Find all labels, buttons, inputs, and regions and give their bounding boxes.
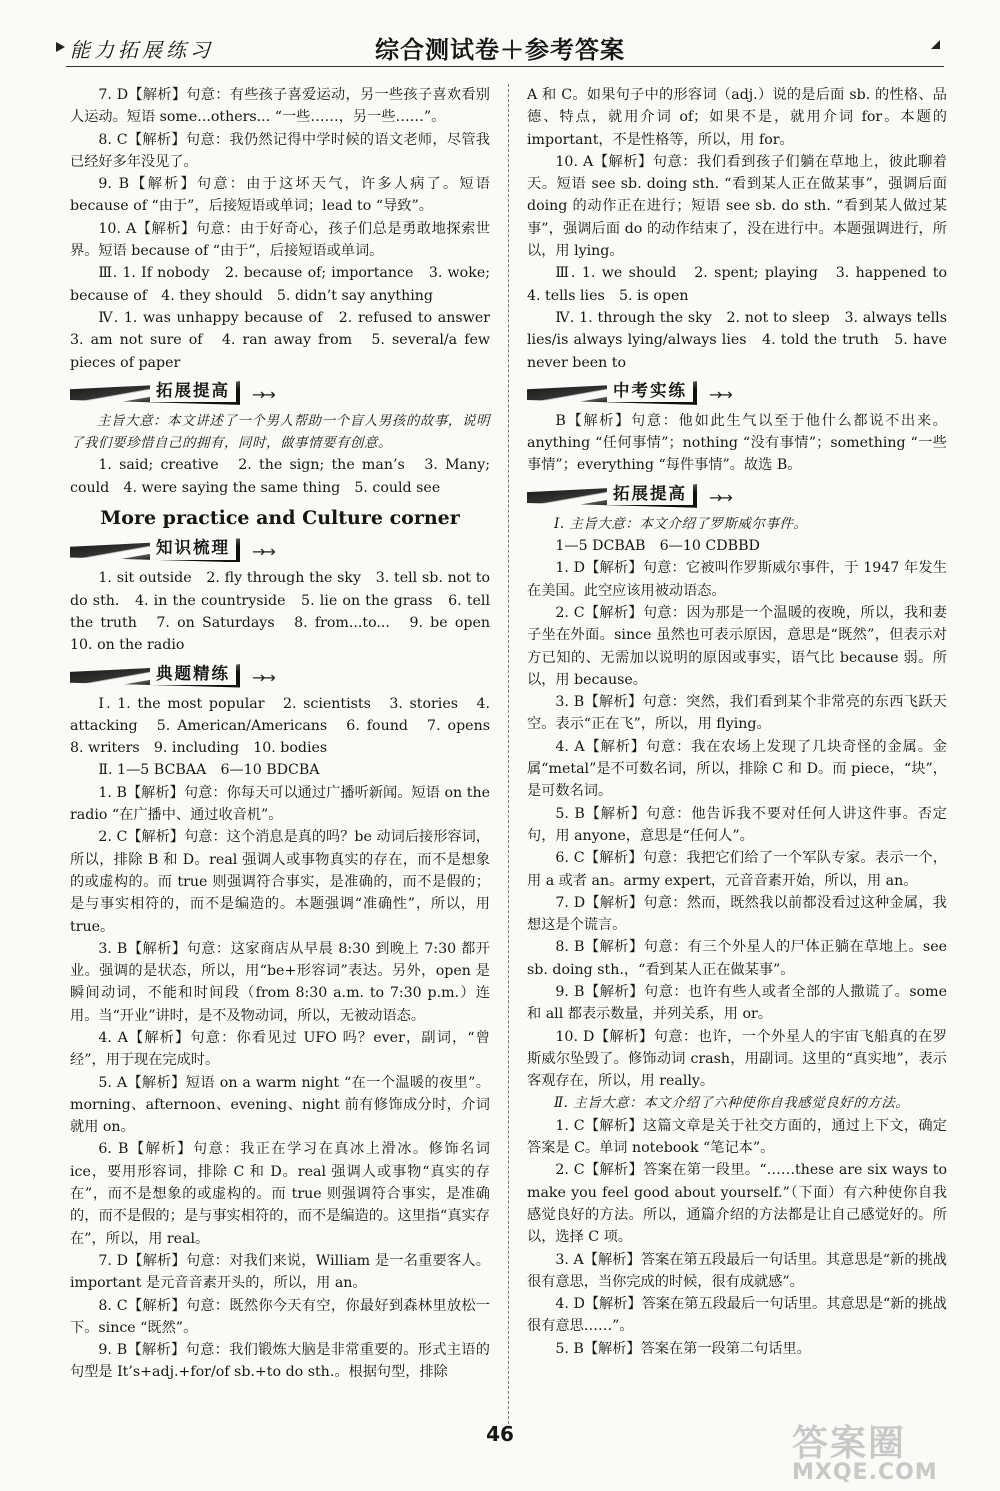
- answer-item: 6. C【解析】句意：我把它们给了一个军队专家。表示一个，用 a 或者 an。army expert，元音音素开始，所以，用 an。: [527, 850, 947, 889]
- answer-item: 2. C【解析】句意：因为那是一个温暖的夜晚，所以，我和妻子坐在外面。since 虽然也可表示原因，意思是“既然”，但表示对方已知的、无需加以说明的原因或事实，语气比 because 弱。所以，用 because。: [527, 604, 947, 688]
- column-divider: [508, 84, 509, 1434]
- double-arrow-icon: →→: [252, 542, 273, 562]
- answer-item: 4. D【解析】答案在第五段最后一句话里。其意思是“新的挑战很有意思……”。: [527, 1296, 947, 1335]
- section-label: 拓展提高: [607, 483, 693, 505]
- answer-item: 4. A【解析】句意：我在农场上发现了几块奇怪的金属。金属“metal”是不可数名词，所以，排除 C 和 D。而 piece，“块”，是可数名词。: [527, 738, 947, 800]
- answer-item: 9. B【解析】句意：我们锻炼大脑是非常重要的。形式主语的句型是 It’s+adj.+for/of sb.+to do sth.。根据句型，排除: [70, 1342, 490, 1381]
- answer-item: 1. B【解析】句意：你每天可以通过广播听新闻。短语 on the radio “在广播中、通过收音机”。: [70, 784, 490, 824]
- answer-item: 2. C【解析】句意：这个消息是真的吗？be 动词后接形容词，所以，排除 B 和 D。real 强调人或事物真实的存在，而不是想象的或虚构的。而 true 则强调符合事实，是准确的，而不是假的；是与事实相符的，而不是编造的。本题强调“准确性”，所以，用 true。: [70, 829, 490, 935]
- answer-item: 9. B【解析】句意：由于这坏天气，许多人病了。短语 because of “由于”，后接短语或单词；lead to “导致”。: [70, 176, 490, 215]
- answer-item: 1. D【解析】句意：它被叫作罗斯威尔事件，于 1947 年发生在美国。此空应该用被动语态。: [527, 560, 947, 599]
- unit-title: More practice and Culture corner: [100, 507, 460, 530]
- answer-item: 1. sit outside 2. fly through the sky 3. tell sb. not to do sth. 4. in the countryside 5. lie on the grass 6. tell the truth 7. on Saturdays 8. from...to... 9. be open 10. on the radio: [70, 570, 505, 654]
- answer-item: 10. A【解析】句意：我们看到孩子们躺在草地上，彼此聊着天。短语 see sb. doing sth. “看到某人正在做某事”，强调后面 doing 的动作正在进行；短语 see sb. do sth. “看到某人做过某事”，强调后面 do 的动作结束了，没在进行中。本题强调进行，所以，用 lying。: [527, 153, 947, 260]
- double-arrow-icon: →→: [252, 384, 273, 404]
- summary-text: Ⅰ. 主旨大意：本文介绍了罗斯威尔事件。: [554, 515, 808, 532]
- right-column: [527, 84, 962, 1360]
- header-rule: [66, 66, 944, 67]
- answer-item: 8. C【解析】句意：我仍然记得中学时候的语文老师，尽管我已经好多年没见了。: [70, 131, 490, 170]
- site-watermark: [792, 1415, 982, 1485]
- answer-item: Ⅲ. 1. If nobody 2. because of; importance 3. woke; because of 4. they should 5. didn’t say anything: [70, 265, 490, 304]
- summary-text: 主旨大意：本文讲述了一个男人帮助一个盲人男孩的故事，说明了我们要珍惜自己的拥有，同时，做事情要有创意。: [70, 412, 490, 452]
- answer-item: 7. D【解析】句意：对我们来说，William 是一名重要客人。important 是元音音素开头的，所以，用 an。: [70, 1252, 490, 1292]
- answer-item: Ⅰ. 1. the most popular 2. scientists 3. stories 4. attacking 5. American/Americans 6. found 7. opens 8. writers 9. including 10. bodies: [70, 695, 505, 757]
- watermark-logo-text: 答案圈: [792, 1423, 907, 1464]
- section-label: 中考实练: [607, 380, 693, 402]
- answer-item: 8. B【解析】句意：有三个外星人的尸体正躺在草地上。see sb. doing sth.，“看到某人正在做某事”。: [527, 939, 947, 978]
- answer-item: 5. B【解析】句意：他告诉我不要对任何人讲这件事。否定句，用 anyone，意思是“任何人”。: [527, 805, 947, 844]
- answer-item: 5. B【解析】答案在第一段第二句话里。: [555, 1340, 811, 1357]
- watermark-url: MXQE.COM: [792, 1460, 938, 1485]
- section-header-tuozhan-2: [527, 481, 947, 511]
- section-header-tuozhan: [70, 378, 490, 408]
- book-series-title: 能力拓展练习: [70, 34, 214, 63]
- answer-item: B【解析】句意：他如此生气以至于他什么都说不出来。anything “任何事情”；nothing “没有事情”；something “一些事情”；everything “每件事情”。故选 B。: [527, 412, 947, 474]
- answer-item: 5. A【解析】短语 on a warm night “在一个温暖的夜里”。morning、afternoon、evening、night 前有修饰成分时，介词就用 on。: [70, 1074, 490, 1136]
- double-arrow-icon: →→: [252, 667, 273, 687]
- section-label: 拓展提高: [150, 380, 236, 402]
- answer-item: 1. C【解析】这篇文章是关于社交方面的，通过上下文，确定答案是 C。单词 notebook “笔记本”。: [527, 1117, 947, 1157]
- answer-item: A 和 C。如果句子中的形容词（adj.）说的是后面 sb. 的性格、品德、特点，就用介词 of；如果不是，就用介词 for。本题的 important，不是性格等，所以，用 for。: [527, 87, 947, 148]
- answer-item: Ⅳ. 1. through the sky 2. not to sleep 3. always tells lies/is always lying/always lies 4. told the truth 5. have never been to: [527, 309, 947, 371]
- answer-item: 10. D【解析】句意：也许，一个外星人的宇宙飞船真的在罗斯威尔坠毁了。修饰动词 crash，用副词。这里的“真实地”，表示客观存在，所以，用 really。: [527, 1028, 947, 1090]
- answer-item: 10. A【解析】句意：由于好奇心，孩子们总是勇敢地探索世界。短语 because of “由于”，后接短语或单词。: [70, 220, 490, 260]
- section-header-dianti: [70, 661, 490, 691]
- page-header: [0, 0, 1000, 70]
- answer-item: Ⅱ. 1—5 BCBAA 6—10 BDCBA: [98, 762, 320, 779]
- answer-item: 1—5 DCBAB 6—10 CDBBD: [555, 538, 760, 555]
- double-arrow-icon: →→: [709, 487, 730, 507]
- answer-item: 1. said; creative 2. the sign; the man’s 3. Many; could 4. were saying the same thing 5. could see: [70, 457, 490, 496]
- answer-item: 2. C【解析】答案在第一段里。“……these are six ways to make you feel good about yourself.”（下面）有六种使你自我感觉良好的方法。所以，通篇介绍的方法都是让自己感觉好的。所以，选择 C 项。: [527, 1162, 947, 1246]
- section-header-zhongkao: [527, 378, 947, 408]
- answer-item: 9. B【解析】句意：也许有些人或者全部的人撒谎了。some 和 all 都表示数量，并列关系，用 or。: [527, 983, 947, 1023]
- answer-item: 8. C【解析】句意：既然你今天有空，你最好到森林里放松一下。since “既然”。: [70, 1297, 490, 1336]
- double-arrow-icon: →→: [709, 384, 730, 404]
- page-number: 46: [486, 1422, 514, 1446]
- section-label: 知识梳理: [150, 537, 236, 559]
- section-header-zhishi: [70, 535, 490, 565]
- answer-item: 3. B【解析】句意：这家商店从早晨 8:30 到晚上 7:30 都开业。强调的是状态，所以，用“be+形容词”表达。另外，open 是瞬间动词，不能和时间段（from 8:30 a.m. to 7:30 p.m.）连用。当“开业”讲时，是不及物动词，所以，无被动语态。: [70, 940, 490, 1024]
- left-column: [70, 84, 505, 1384]
- answer-item: Ⅳ. 1. was unhappy because of 2. refused to answer 3. am not sure of 4. ran away from 5. several/a few pieces of paper: [70, 309, 505, 371]
- answer-item: 7. D【解析】句意：然而，既然我以前都没看过这种金属，我想这是个谎言。: [527, 894, 947, 934]
- summary-text: Ⅱ. 主旨大意：本文介绍了六种使你自我感觉良好的方法。: [554, 1095, 910, 1112]
- answer-item: Ⅲ. 1. we should 2. spent; playing 3. happened to 4. tells lies 5. is open: [527, 265, 962, 304]
- answer-item: 7. D【解析】句意：有些孩子喜爱运动，另一些孩子喜欢看别人运动。短语 some...others... “一些……，另一些……”。: [70, 87, 490, 126]
- answer-item: 3. A【解析】答案在第五段最后一句话里。其意思是“新的挑战很有意思，当你完成的时候，很有成就感”。: [527, 1251, 947, 1290]
- answer-item: 6. B【解析】句意：我正在学习在真冰上滑冰。修饰名词 ice，要用形容词，排除 C 和 D。real 强调人或事物“真实的存在”，而不是想象的或虚构的。而 true 则强调符合事实，是准确的，而不是假的；是与事实相符的，而不是编造的。这里指“真实存在”，所以，用 real。: [70, 1141, 490, 1247]
- page-title: 综合测试卷＋参考答案: [375, 36, 625, 64]
- corner-mark: [931, 40, 940, 49]
- answer-item: 3. B【解析】句意：突然，我们看到某个非常亮的东西飞跃天空。表示“正在飞”，所以，用 flying。: [527, 694, 947, 733]
- answer-item: 4. A【解析】句意：你看见过 UFO 吗？ever，副词，“曾经”，用于现在完成时。: [70, 1029, 490, 1069]
- section-label: 典题精练: [150, 663, 236, 685]
